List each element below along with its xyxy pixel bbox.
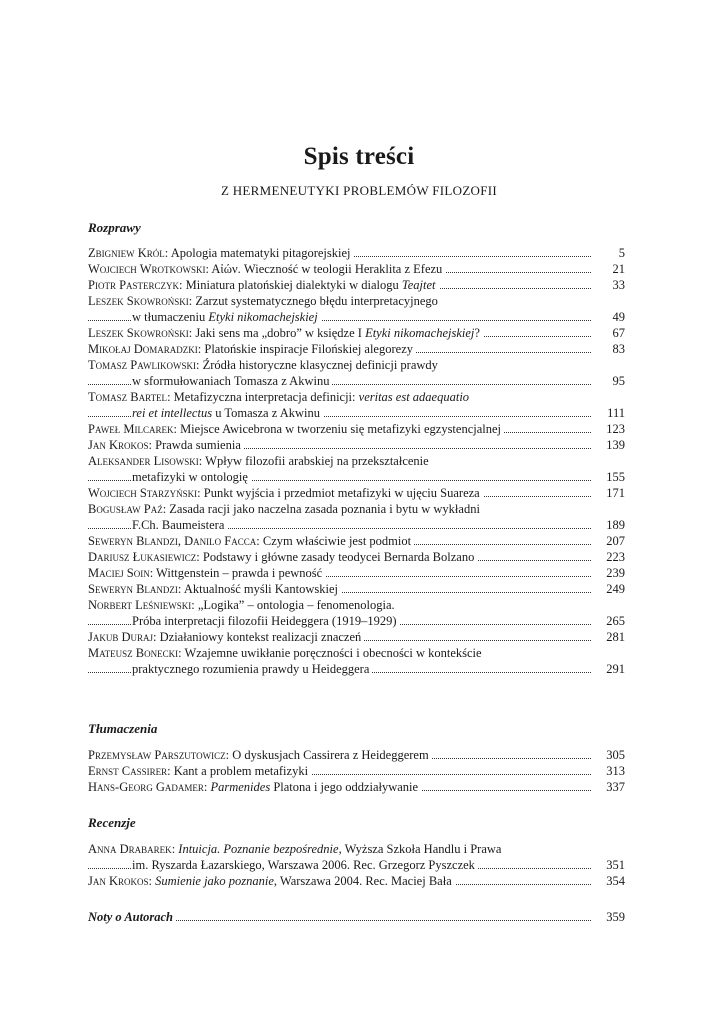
toc-entry[interactable] [88,645,625,677]
entry-author: Jan Krokos [88,438,149,452]
entry-author: Aleksander Lisowski [88,454,199,468]
entry-title: : Działaniowy kontekst realizacji znaczeń [153,630,362,644]
entry-author: Mikołaj Domaradzki [88,342,198,356]
page-number: 5 [618,246,625,260]
toc-entry[interactable] [88,581,625,597]
toc-entry[interactable] [88,565,625,581]
entry-author: Przemysław Parszutowicz [88,748,226,762]
entry-text [88,582,341,596]
entry-text [88,598,398,612]
toc-entry[interactable] [88,357,625,389]
entry-text [132,518,227,532]
toc-entry[interactable] [88,245,625,261]
entry-text [132,374,332,388]
entry-author: Hans-Georg Gadamer [88,780,204,794]
toc-line [88,517,625,533]
entry-title-italic: Etyki nikomachejskiej [365,326,475,340]
toc-entry[interactable] [88,873,625,889]
entry-author: Paweł Milcarek [88,422,174,436]
entry-text [88,566,325,580]
page-number: 265 [606,614,625,628]
entry-title: : „Logika” – ontologia – fenomenologia. [191,598,395,612]
entry-author: Ernst Cassirer [88,764,168,778]
page-number: 223 [606,550,625,564]
toc-entry[interactable] [88,763,625,779]
section-rozprawy: Rozprawy [88,220,141,235]
toc-line [88,857,625,873]
page-number: 139 [606,438,625,452]
entry-author: Piotr Pasterczyk [88,278,180,292]
recenzje-list [88,841,625,889]
toc-line [88,533,625,549]
entry-text [132,406,323,420]
entry-text [132,310,321,324]
entry-author: Mateusz Bonecki [88,646,179,660]
toc-entry[interactable] [88,841,625,873]
entry-text [88,550,477,564]
page-number: 291 [606,662,625,676]
entry-author: Leszek Skowroński [88,326,189,340]
toc-entry[interactable] [88,747,625,763]
page-number: 95 [612,374,625,388]
toc-line [88,293,625,309]
entry-title-italic: Sumienie jako poznanie [155,874,274,888]
entry-title: : Aktualność myśli Kantowskiej [177,582,338,596]
page-number: 207 [606,534,625,548]
entry-text [88,278,439,292]
tlumaczenia-list [88,747,625,795]
entry-text [88,486,483,500]
toc-entry[interactable] [88,341,625,357]
entry-text [88,764,311,778]
entry-text [132,614,400,628]
entry-title: : Miniatura platońskiej dialektyki w dialogu [179,278,402,292]
toc-line [88,645,625,661]
entry-title: : Zasada racji jako naczelna zasada poznania i bytu w wykładni [162,502,480,516]
entry-title: : Platońskie inspiracje Filońskiej alegorezy [197,342,413,356]
rozprawy-list [88,245,625,677]
toc-entry[interactable] [88,389,625,421]
toc-entry[interactable] [88,485,625,501]
entry-title: : O dyskusjach Cassirera z Heideggerem [225,748,429,762]
toc-line [88,437,625,453]
entry-text [88,294,441,308]
toc-entry[interactable] [88,779,625,795]
toc-line [88,549,625,565]
toc-entry[interactable] [88,629,625,645]
entry-title: : [171,842,179,856]
page-number: 171 [606,486,625,500]
noty-label: Noty o Autorach [88,910,176,924]
entry-title-italic: Etyki nikomachejskiej [208,310,318,324]
entry-text [88,390,472,404]
section-tlumaczenia: Tłumaczenia [88,721,158,736]
entry-author: Wojciech Starzyński [88,486,198,500]
toc-line [88,661,625,677]
entry-author: Tomasz Pawlikowski [88,358,196,372]
entry-author: Seweryn Blandzi [88,582,178,596]
entry-text [88,422,504,436]
entry-title: : [203,780,211,794]
entry-author: Wojciech Wrotkowski [88,262,206,276]
entry-title: u Tomasza z Akwinu [212,406,320,420]
entry-title: : Apologia matematyki pitagorejskiej [164,246,351,260]
entry-author: Dariusz Łukasiewicz [88,550,197,564]
page-number: 155 [606,470,625,484]
entry-author: Bogusław Paź [88,502,163,516]
toc-entry[interactable] [88,533,625,549]
entry-title: : Czym właściwie jest podmiot [256,534,412,548]
entry-title: ? [474,326,480,340]
toc-line [88,469,625,485]
page-number: 33 [612,278,625,292]
toc-entry[interactable] [88,421,625,437]
entry-text [88,780,421,794]
entry-author: Jan Krokos [88,874,149,888]
page-number: 111 [607,406,625,420]
toc-line [88,245,625,261]
entry-text [88,842,504,856]
toc-line [88,389,625,405]
entry-title: : Aἰών. Wieczność w teologii Heraklita z Efezu [205,262,443,276]
entry-title: : Jaki sens ma „dobro” w księdze I [188,326,366,340]
entry-title: Platona i jego oddziaływanie [270,780,419,794]
entry-text [88,454,432,468]
page-number: 239 [606,566,625,580]
entry-title: : Źródła historyczne klasycznej definicji prawdy [195,358,438,372]
toc-line [88,763,625,779]
page-number: 83 [612,342,625,356]
entry-author: Seweryn Blandzi, Danilo Facca [88,534,257,548]
toc-entry[interactable] [88,549,625,565]
page-title: Spis treści [303,143,415,170]
entry-text [88,874,455,888]
entry-title: : Wpływ filozofii arabskiej na przekształcenie [198,454,429,468]
page-number: 123 [606,422,625,436]
toc-entry[interactable] [88,293,625,325]
toc-line [88,261,625,277]
entry-author: Jakub Duraj [88,630,154,644]
entry-title-italic: rei et intellectus [132,406,213,420]
toc-line [88,779,625,795]
toc-line [88,909,625,925]
page-number: 21 [612,262,625,276]
entry-title: metafizyki w ontologię [132,470,248,484]
entry-text [132,662,372,676]
entry-text [88,438,244,452]
entry-author: Zbigniew Król [88,246,165,260]
entry-title: : Punkt wyjścia i przedmiot metafizyki w ujęciu Suareza [197,486,480,500]
page-number: 359 [606,910,625,924]
toc-line [88,485,625,501]
noty-entry[interactable] [88,909,625,925]
entry-text [88,630,364,644]
page-number: 281 [606,630,625,644]
entry-title-italic: Intuicja. Poznanie bezpośrednie [178,842,339,856]
entry-title-italic: Parmenides [210,780,271,794]
entry-author: Norbert Leśniewski [88,598,192,612]
entry-author: Leszek Skowroński [88,294,189,308]
toc-line [88,341,625,357]
entry-title: : Wzajemne uwikłanie poręczności i obecności w kontekście [178,646,482,660]
page-number: 49 [612,310,625,324]
toc-entry[interactable] [88,453,625,485]
page-number: 189 [606,518,625,532]
toc-line [88,873,625,889]
entry-title-italic: veritas est adaequatio [358,390,470,404]
page-number: 313 [606,764,625,778]
entry-author: Maciej Soin [88,566,150,580]
toc-line [88,421,625,437]
page-number: 305 [606,748,625,762]
entry-title: , Warszawa 2004. Rec. Maciej Bała [273,874,452,888]
entry-text [88,358,441,372]
toc-entry[interactable] [88,277,625,293]
entry-title: : Miejsce Awicebrona w tworzeniu się metafizyki egzystencjalnej [173,422,502,436]
section-recenzje: Recenzje [88,815,136,830]
toc-line [88,597,625,613]
toc-line [88,565,625,581]
entry-title: w tłumaczeniu [132,310,209,324]
entry-text [88,262,445,276]
entry-title: : Podstawy i główne zasady teodycei Bernarda Bolzano [196,550,475,564]
toc-line [88,841,625,857]
entry-title: : Wittgenstein – prawda i pewność [149,566,323,580]
page-number: 351 [606,858,625,872]
entry-text [88,748,432,762]
toc-line [88,325,625,341]
entry-title: praktycznego rozumienia prawdy u Heideggera [132,662,370,676]
toc-line [88,629,625,645]
page-number: 354 [606,874,625,888]
toc-entry[interactable] [88,501,625,533]
entry-title: Próba interpretacji filozofii Heideggera (1919–1929) [132,614,397,628]
entry-text [88,646,485,660]
entry-title: F.Ch. Baumeistera [132,518,225,532]
toc-line [88,747,625,763]
entry-text [88,342,416,356]
entry-title: : Metafizyczna interpretacja definicji: [167,390,359,404]
entry-title: w sformułowaniach Tomasza z Akwinu [132,374,330,388]
entry-title-italic: Teajtet [401,278,436,292]
entry-title: , Wyższa Szkoła Handlu i Prawa [338,842,502,856]
toc-line [88,309,625,325]
entry-title: : [148,874,156,888]
entry-text [132,858,478,872]
entry-text [88,502,483,516]
toc-line [88,501,625,517]
toc-line [88,453,625,469]
toc-entry[interactable] [88,597,625,629]
toc-line [88,581,625,597]
entry-title: : Kant a problem metafizyki [167,764,309,778]
entry-author: Tomasz Bartel [88,390,168,404]
page-subtitle: Z HERMENEUTYKI PROBLEMÓW FILOZOFII [220,183,498,198]
entry-title: im. Ryszarda Łazarskiego, Warszawa 2006. Rec. Grzegorz Pyszczek [132,858,475,872]
toc-line [88,357,625,373]
toc-entry[interactable] [88,325,625,341]
toc-line [88,277,625,293]
entry-text [88,534,414,548]
entry-author: Anna Drabarek [88,842,172,856]
entry-title: : Zarzut systematycznego błędu interpretacyjnego [188,294,438,308]
toc-entry[interactable] [88,261,625,277]
entry-title: : Prawda sumienia [148,438,241,452]
toc-line [88,405,625,421]
toc-line [88,613,625,629]
entry-text [88,326,483,340]
entry-text [88,246,354,260]
page-number: 337 [606,780,625,794]
page-number: 67 [612,326,625,340]
page-number: 249 [606,582,625,596]
toc-line [88,373,625,389]
entry-text [132,470,251,484]
toc-entry[interactable] [88,437,625,453]
